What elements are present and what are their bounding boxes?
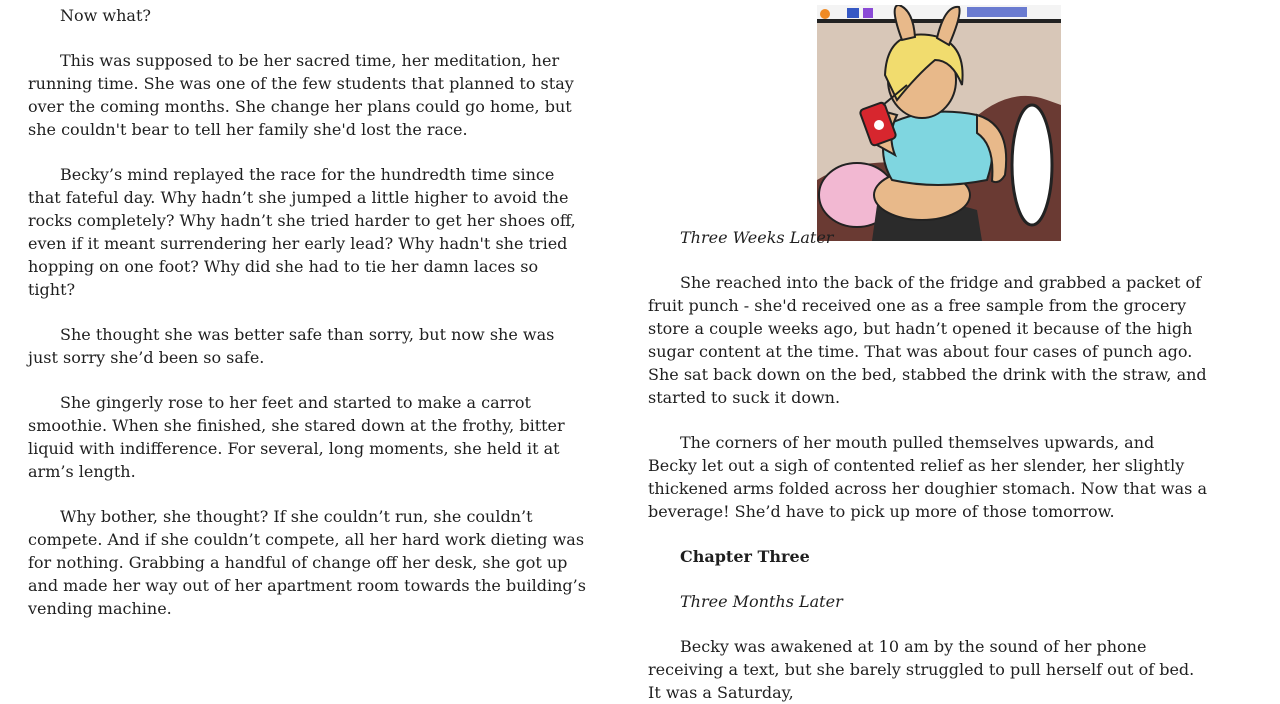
paragraph: She reached into the back of the fridge and grabbed a packet of fruit punch - she'd received one as a free sample from the grocery store a couple weeks ago, but hadn’t opened it because of the high sugar content at the time. That was about four cases of punch ago. She sat back down on the bed, stabbed the drink with the straw, and started to suck it down. (648, 273, 1207, 407)
paragraph: Why bother, she thought? If she couldn’t run, she couldn’t compete. And if she couldn’t compete, all her hard work dieting was for nothing. Grabbing a handful of change off her desk, she got up and made her way out of her apartment room towards the building’s vending machine. (28, 507, 586, 618)
paragraph: Becky was awakened at 10 am by the sound of her phone receiving a text, but she barely struggled to pull herself out of bed. It was a Saturday, (648, 637, 1195, 702)
paragraph: This was supposed to be her sacred time, her meditation, her running time. She was one of the few students that planned to stay over the coming months. She change her plans could go home, but she couldn't bear to tell her family she'd lost the race. (28, 51, 574, 139)
paragraph: She thought she was better safe than sorry, but now she was just sorry she’d been so safe. (28, 325, 555, 367)
paragraph: The corners of her mouth pulled themselves upwards, and Becky let out a sigh of contented relief as her slender, her slightly thickened arms folded across her doughier stomach. Now that was a beverage! She’d have to pick up more of those tomorrow. (648, 433, 1207, 521)
right-text-column (648, 0, 1208, 704)
scene-timestamp: Three Months Later (680, 592, 843, 611)
chapter-heading: Chapter Three (680, 547, 810, 566)
scene-timestamp: Three Weeks Later (680, 228, 834, 247)
paragraph: Now what? (60, 6, 151, 25)
paragraph: She gingerly rose to her feet and started to make a carrot smoothie. When she finished, she stared down at the frothy, bitter liquid with indifference. For several, long moments, she held it at arm’s length. (28, 393, 565, 481)
paragraph: Becky’s mind replayed the race for the hundredth time since that fateful day. Why hadn’t she jumped a little higher to avoid the rocks completely? Why hadn’t she tried harder to get her shoes off, even if it meant surrendering her early lead? Why hadn't she tried hopping on one foot? Why did she had to tie her damn laces so tight? (28, 165, 576, 299)
left-text-column (28, 0, 588, 620)
